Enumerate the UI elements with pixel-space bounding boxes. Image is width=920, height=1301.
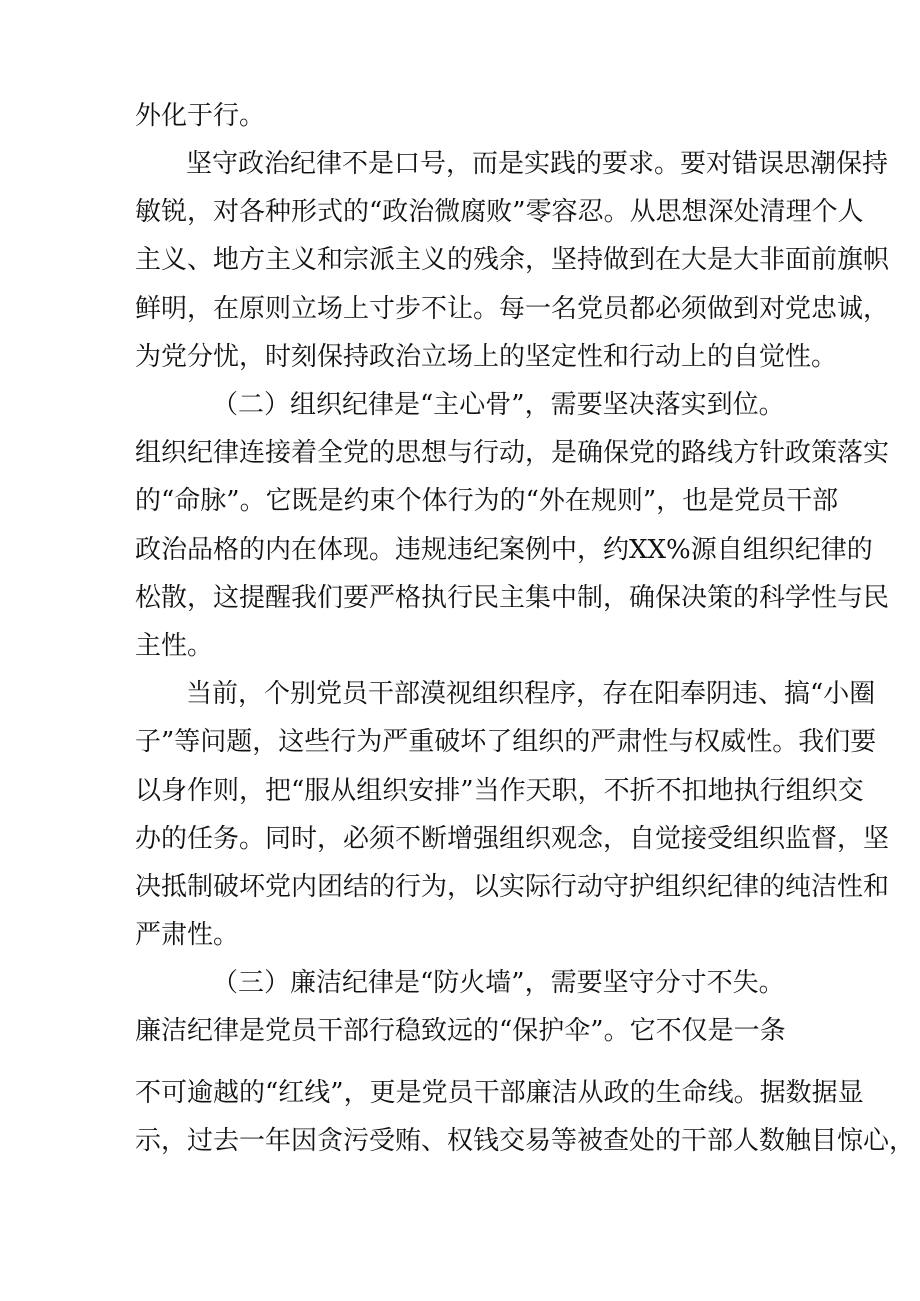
text-line: 当前，个别党员干部漠视组织程序，存在阳奉阴违、搞“小圈 xyxy=(186,679,876,709)
text-line: 松散，这提醒我们要严格执行民主集中制，确保决策的科学性与民 xyxy=(135,583,890,613)
text-line: 以身作则，把“服从组织安排”当作天职，不折不扣地执行组织交 xyxy=(135,776,864,806)
text-line: 为党分忧，时刻保持政治立场上的坚定性和行动上的自觉性。 xyxy=(135,342,838,372)
section-heading: （三）廉洁纪律是“防火墙”，需要坚守分寸不失。 xyxy=(212,968,785,998)
text-line: 主义、地方主义和宗派主义的残余，坚持做到在大是大非面前旗帜 xyxy=(135,245,890,275)
text-line: 办的任务。同时，必须不断增强组织观念，自觉接受组织监督，坚 xyxy=(135,824,890,854)
text-line: 子”等问题，这些行为严重破坏了组织的严肃性与权威性。我们要 xyxy=(135,727,877,757)
text-line: 鲜明，在原则立场上寸步不让。每一名党员都必须做到对党忠诚， xyxy=(135,294,890,324)
text-line: 廉洁纪律是党员干部行稳致远的“保护伞”。它不仅是一条 xyxy=(135,1016,786,1046)
text-line: 的“命脉”。它既是约束个体行为的“外在规则”，也是党员干部 xyxy=(135,486,839,516)
text-line: 主性。 xyxy=(135,631,214,661)
text-line: 严肃性。 xyxy=(135,920,240,950)
text-line: 政治品格的内在体现。违规违纪案例中，约XX%源自组织纪律的 xyxy=(135,535,873,565)
text-line: 决抵制破坏党内团结的行为，以实际行动守护组织纪律的纯洁性和 xyxy=(135,872,890,902)
text-line: 外化于行。 xyxy=(135,101,266,131)
text-line: 不可逾越的“红线”，更是党员干部廉洁从政的生命线。据数据显 xyxy=(135,1078,864,1108)
text-line: 坚守政治纪律不是口号，而是实践的要求。要对错误思潮保持 xyxy=(186,149,889,179)
text-line: 敏锐，对各种形式的“政治微腐败”零容忍。从思想深处清理个人 xyxy=(135,197,864,227)
section-heading: （二）组织纪律是“主心骨”，需要坚决落实到位。 xyxy=(212,390,785,420)
text-line: 示，过去一年因贪污受贿、权钱交易等被查处的干部人数触目惊心， xyxy=(135,1126,916,1156)
text-line: 组织纪律连接着全党的思想与行动，是确保党的路线方针政策落实 xyxy=(135,438,890,468)
